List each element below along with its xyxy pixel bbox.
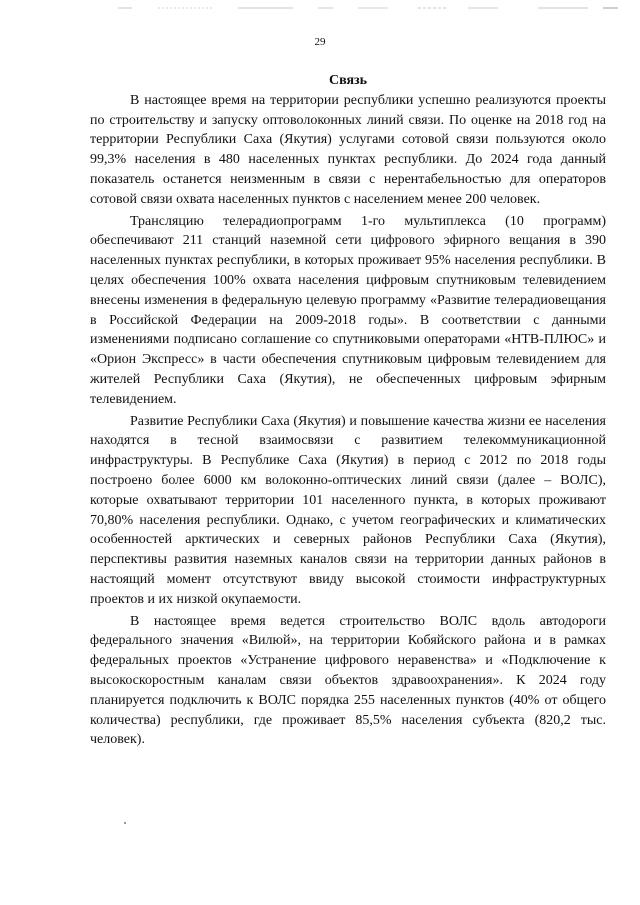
scan-artifact-line [118, 7, 618, 9]
scan-speck [124, 822, 126, 824]
paragraph-cellular: В настоящее время на территории республики успешно реализуются проекты по строительству и запуску оптоволоконных линий связи. По оценке на 2018 год на территории Республики Саха (Якутия) услугами сотовой связи пользуются около 99,3% населения в 480 населенных пунктах республики. До 2024 года данный показатель останется неизменным в связи с нерентабельностью для операторов сотовой связи охвата населенных пунктов с населением менее 200 человек. [90, 92, 606, 207]
paragraph-broadcasting: Трансляцию телерадиопрограмм 1-го мультиплекса (10 программ) обеспечивают 211 станций наземной сети цифрового эфирного вещания в 390 населенных пунктах республики, в которых проживает 95% населения республики. В целях обеспечения 100% охвата населения цифровым спутниковым телевидением внесены изменения в федеральную целевую программу «Развитие телерадиовещания в Российской Федерации на 2009-2018 годы». В соответствии с данными изменениями подписано соглашение со спутниковыми операторами «НТВ-ПЛЮС» и «Орион Экспресс» в части обеспечения спутниковым цифровым телевидением для жителей Республики Саха (Якутия), не обеспеченных цифровым эфирным телевидением. [90, 213, 606, 407]
page-number: 29 [314, 36, 326, 48]
section-title: Связь [328, 73, 368, 88]
paragraph-infrastructure: Развитие Республики Саха (Якутия) и повышение качества жизни ее населения находятся в тесной взаимосвязи с развитием телекоммуникационной инфраструктуры. В Республике Саха (Якутия) в период с 2012 по 2018 годы построено более 6000 км волоконно-оптических линий связи (далее – ВОЛС), которые охватывают территории 101 населенного пункта, в которых проживают 70,80% населения республики. Однако, с учетом географических и климатических особенностей арктических и северных районов Республики Саха (Якутия), перспективы развития наземных каналов связи на территории данных районов в настоящий момент отсутствуют ввиду высокой стоимости инфраструктурных проектов и их низкой окупаемости. [90, 413, 606, 607]
document-body [90, 71, 606, 750]
paragraph-fiber-construction: В настоящее время ведется строительство ВОЛС вдоль автодороги федерального значения «Вилюй», на территории Кобяйского района и в рамках федеральных проектов «Устранение цифрового неравенства» и «Подключение к высокоскоростным каналам связи объектов здравоохранения». К 2024 году планируется подключить к ВОЛС порядка 255 населенных пунктов (40% от общего количества) республики, где проживает 85,5% населения субъекта (820,2 тыс. человек). [90, 613, 606, 748]
